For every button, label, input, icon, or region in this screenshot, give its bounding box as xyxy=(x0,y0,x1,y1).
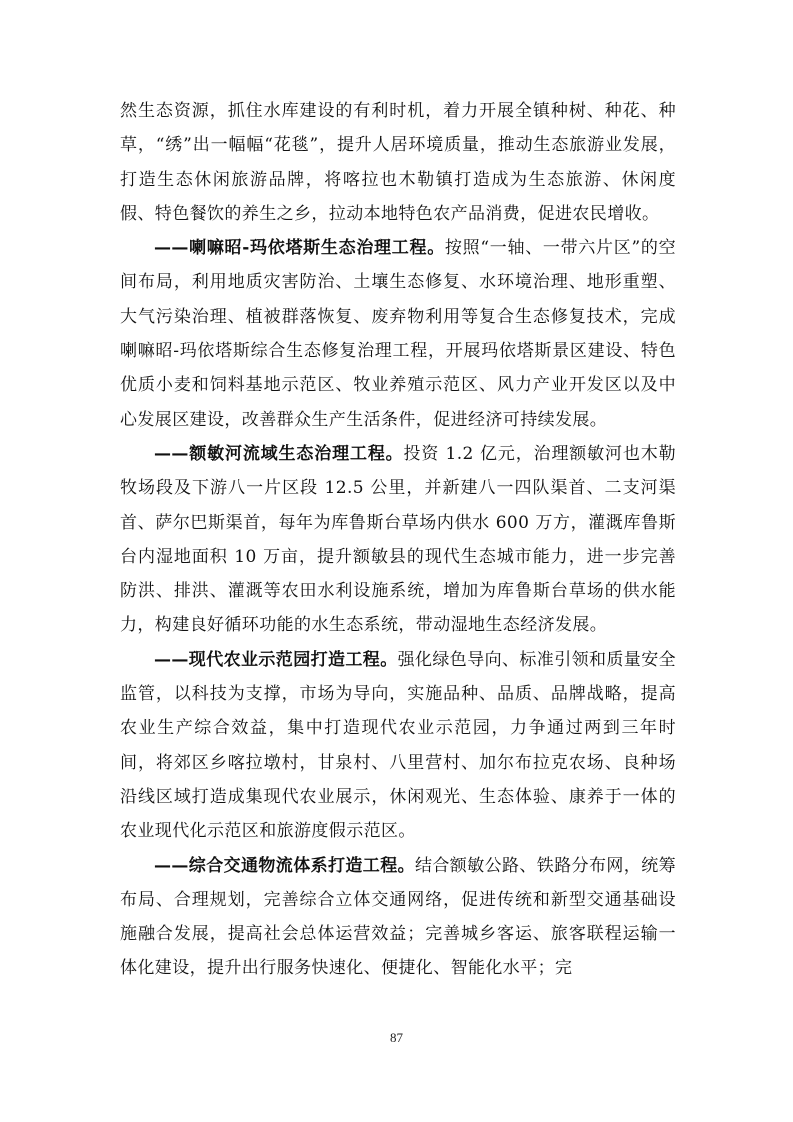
paragraph-lamazhao-project xyxy=(120,231,676,437)
paragraph-heading: ——喇嘛昭-玛依塔斯生态治理工程。 xyxy=(154,238,445,259)
paragraph-text: 投资 1.2 亿元，治理额敏河也木勒牧场段及下游八一片区段 12.5 公里，并新建八一四队渠首、二支河渠首、萨尔巴斯渠首，每年为库鲁斯台草场内供水 600 万方，灌溉库鲁斯台内湿地面积 10 万亩，提升额敏县的现代生态城市能力，进一步完善防洪、排洪、灌溉等农田水利设施系统，增加为库鲁斯台草场的供水能力，构建良好循环功能的水生态系统，带动湿地生态经济发展。 xyxy=(120,443,676,636)
paragraph-heading: ——现代农业示范园打造工程。 xyxy=(154,649,398,670)
paragraph-transport-logistics-project xyxy=(120,849,676,986)
paragraph-text: 强化绿色导向、标准引领和质量安全监管，以科技为支撑，市场为导向，实施品种、品质、品牌战略，提高农业生产综合效益，集中打造现代农业示范园，力争通过两到三年时间，将郊区乡喀拉墩村，甘泉村、八里营村、加尔布拉克农场、良种场沿线区域打造成集现代农业展示，休闲观光、生态体验、康养于一体的农业现代化示范区和旅游度假示范区。 xyxy=(120,649,677,842)
paragraph-text: 按照“一轴、一带六片区”的空间布局，利用地质灾害防治、土壤生态修复、水环境治理、地形重塑、大气污染治理、植被群落恢复、废弃物利用等复合生态修复技术，完成喇嘛昭-玛依塔斯综合生态修复治理工程，开展玛依塔斯景区建设、特色优质小麦和饲料基地示范区、牧业养殖示范区、风力产业开发区以及中心发展区建设，改善群众生产生活条件，促进经济可持续发展。 xyxy=(120,238,677,430)
paragraph-heading: ——额敏河流域生态治理工程。 xyxy=(154,443,404,464)
paragraph-agriculture-park-project xyxy=(120,643,676,849)
paragraph-emin-river-project xyxy=(120,437,676,643)
document-body xyxy=(120,94,676,986)
paragraph-text: 结合额敏公路、铁路分布网，统筹布局、合理规划，完善综合立体交通网络，促进传统和新型交通基础设施融合发展，提高社会总体运营效益；完善城乡客运、旅客联程运输一体化建设，提升出行服务快速化、便捷化、智能化水平；完 xyxy=(120,855,676,979)
paragraph-continuation xyxy=(120,94,676,231)
paragraph-heading: ——综合交通物流体系打造工程。 xyxy=(154,855,415,876)
page-number: 87 xyxy=(390,1030,403,1045)
paragraph-text: 然生态资源，抓住水库建设的有利时机，着力开展全镇种树、种花、种草，“绣”出一幅幅“花毯”，提升人居环境质量，推动生态旅游业发展，打造生态休闲旅游品牌，将喀拉也木勒镇打造成为生态旅游、休闲度假、特色餐饮的养生之乡，拉动本地特色农产品消费，促进农民增收。 xyxy=(120,101,676,224)
